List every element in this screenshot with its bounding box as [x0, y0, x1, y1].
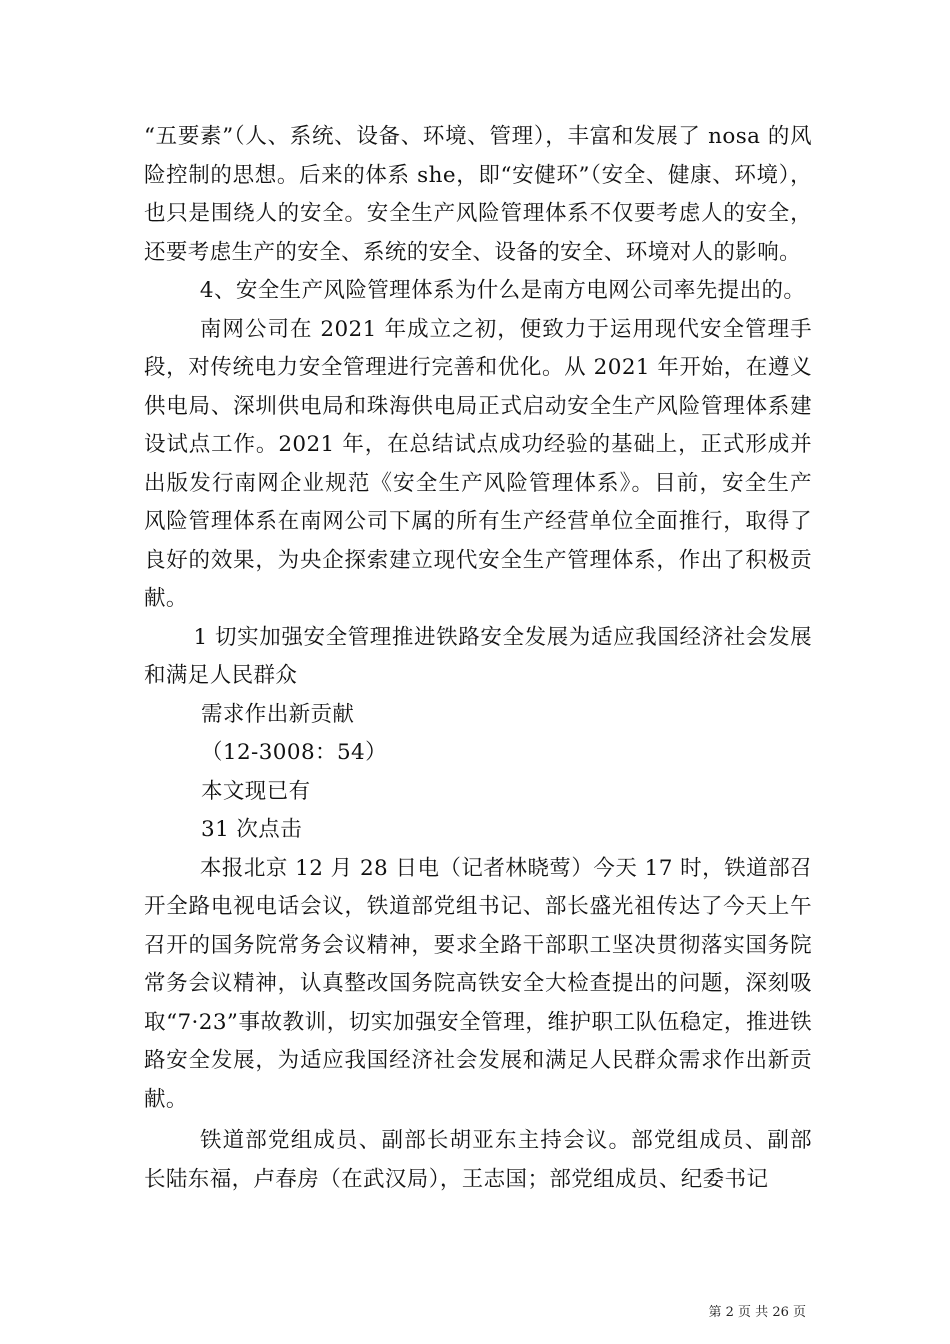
page-number-footer: 第 2 页 共 26 页	[708, 1305, 806, 1320]
paragraph-article-code: （12-3008：54）	[201, 740, 387, 765]
document-body	[144, 118, 812, 1199]
paragraph-section-4-heading: 4、安全生产风险管理体系为什么是南方电网公司率先提出的。	[199, 278, 806, 303]
paragraph-article-title: 1 切实加强安全管理推进铁路安全发展为适应我国经济社会发展和满足人民群众	[144, 624, 812, 688]
paragraph-meeting-attendees: 铁道部党组成员、副部长胡亚东主持会议。部党组成员、副部长陆东福，卢春房（在武汉局），王志国；部党组成员、纪委书记	[144, 1128, 812, 1192]
paragraph-news-report: 本报北京 12 月 28 日电（记者林晓莺）今天 17 时，铁道部召开全路电视电话会议，铁道部党组书记、部长盛光祖传达了今天上午召开的国务院常务会议精神，要求全路干部职工坚决贯彻落实国务院常务会议精神，认真整改国务院高铁安全大检查提出的问题，深刻吸取“7·23”事故教训，切实加强安全管理，维护职工队伍稳定，推进铁路安全发展，为适应我国经济社会发展和满足人民群众需求作出新贡献。	[144, 855, 812, 1112]
paragraph-csg-history: 南网公司在 2021 年成立之初，便致力于运用现代安全管理手段，对传统电力安全管理进行完善和优化。从 2021 年开始，在遵义供电局、深圳供电局和珠海供电局正式启动安全生产风险管理体系建设试点工作。2021 年，在总结试点成功经验的基础上，正式形成并出版发行南网企业规范《安全生产风险管理体系》。目前，安全生产风险管理体系在南网公司下属的所有生产经营单位全面推行，取得了良好的效果，为央企探索建立现代安全生产管理体系，作出了积极贡献。	[144, 316, 812, 611]
paragraph-click-count: 31 次点击	[201, 817, 303, 842]
paragraph-click-count-label: 本文现已有	[201, 778, 311, 804]
paragraph-five-elements: “五要素”（人、系统、设备、环境、管理），丰富和发展了 nosa 的风险控制的思想。后来的体系 she，即“安健环”（安全、健康、环境），也只是围绕人的安全。安全生产风险管理体系不仅要考虑人的安全，还要考虑生产的安全、系统的安全、设备的安全、环境对人的影响。	[144, 124, 812, 265]
paragraph-article-title-cont: 需求作出新贡献	[201, 701, 355, 727]
